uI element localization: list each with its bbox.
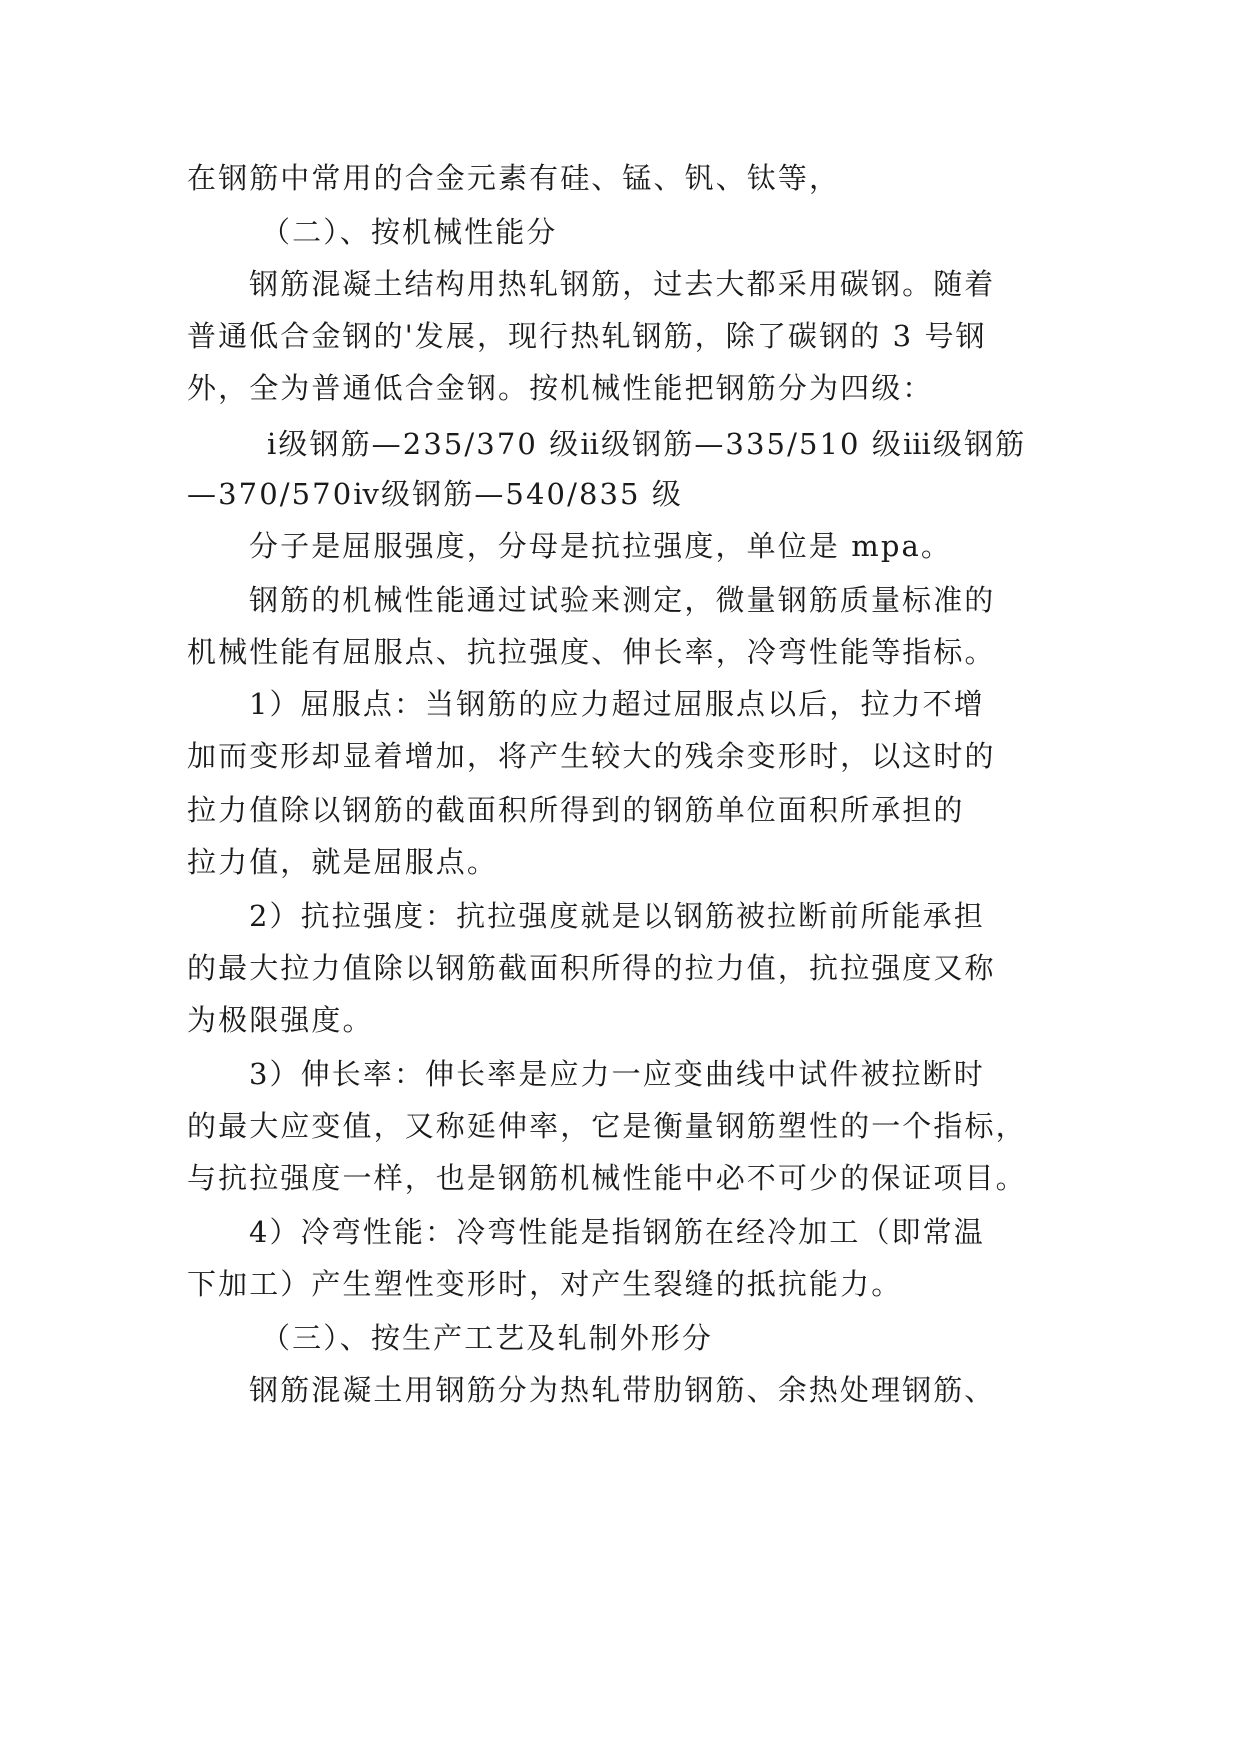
text-line: 1）屈服点：当钢筋的应力超过屈服点以后，拉力不增 <box>249 687 985 721</box>
text-line: 外，全为普通低合金钢。按机械性能把钢筋分为四级： <box>187 371 934 405</box>
text-line: 钢筋混凝土用钢筋分为热轧带肋钢筋、余热处理钢筋、 <box>249 1373 996 1407</box>
text-line: 4）冷弯性能：冷弯性能是指钢筋在经冷加工（即常温 <box>249 1215 985 1249</box>
text-line: 钢筋的机械性能通过试验来测定，微量钢筋质量标准的 <box>249 583 996 617</box>
text-line: 与抗拉强度一样，也是钢筋机械性能中必不可少的保证项目。 <box>187 1161 1027 1195</box>
text-line: 下加工）产生塑性变形时，对产生裂缝的抵抗能力。 <box>187 1267 903 1301</box>
text-line: 3）伸长率：伸长率是应力一应变曲线中试件被拉断时 <box>249 1057 985 1091</box>
text-line: 的最大应变值，又称延伸率，它是衡量钢筋塑性的一个指标， <box>187 1109 1027 1143</box>
text-line: 在钢筋中常用的合金元素有硅、锰、钒、钛等， <box>187 161 841 195</box>
text-line: ⅰ级钢筋—235/370 级ⅱ级钢筋—335/510 级ⅲ级钢筋 <box>267 427 1027 461</box>
text-line: 机械性能有屈服点、抗拉强度、伸长率，冷弯性能等指标。 <box>187 635 996 669</box>
text-line: 普通低合金钢的'发展，现行热轧钢筋，除了碳钢的 3 号钢 <box>187 319 987 353</box>
text-line: 拉力值除以钢筋的截面积所得到的钢筋单位面积所承担的 <box>187 793 965 827</box>
section-heading: （三）、按生产工艺及轧制外形分 <box>261 1321 714 1355</box>
text-line: 拉力值，就是屈服点。 <box>187 845 499 879</box>
text-line: 钢筋混凝土结构用热轧钢筋，过去大都采用碳钢。随着 <box>249 267 996 301</box>
text-line: 加而变形却显着增加，将产生较大的残余变形时，以这时的 <box>187 739 996 773</box>
section-heading: （二）、按机械性能分 <box>261 215 558 249</box>
text-line: 分子是屈服强度，分母是抗拉强度，单位是 mpa。 <box>249 529 952 563</box>
text-line: 为极限强度。 <box>187 1003 374 1037</box>
text-line: —370/570ⅳ级钢筋—540/835 级 <box>187 477 684 511</box>
text-line: 2）抗拉强度：抗拉强度就是以钢筋被拉断前所能承担 <box>249 899 985 933</box>
text-line: 的最大拉力值除以钢筋截面积所得的拉力值，抗拉强度又称 <box>187 951 996 985</box>
